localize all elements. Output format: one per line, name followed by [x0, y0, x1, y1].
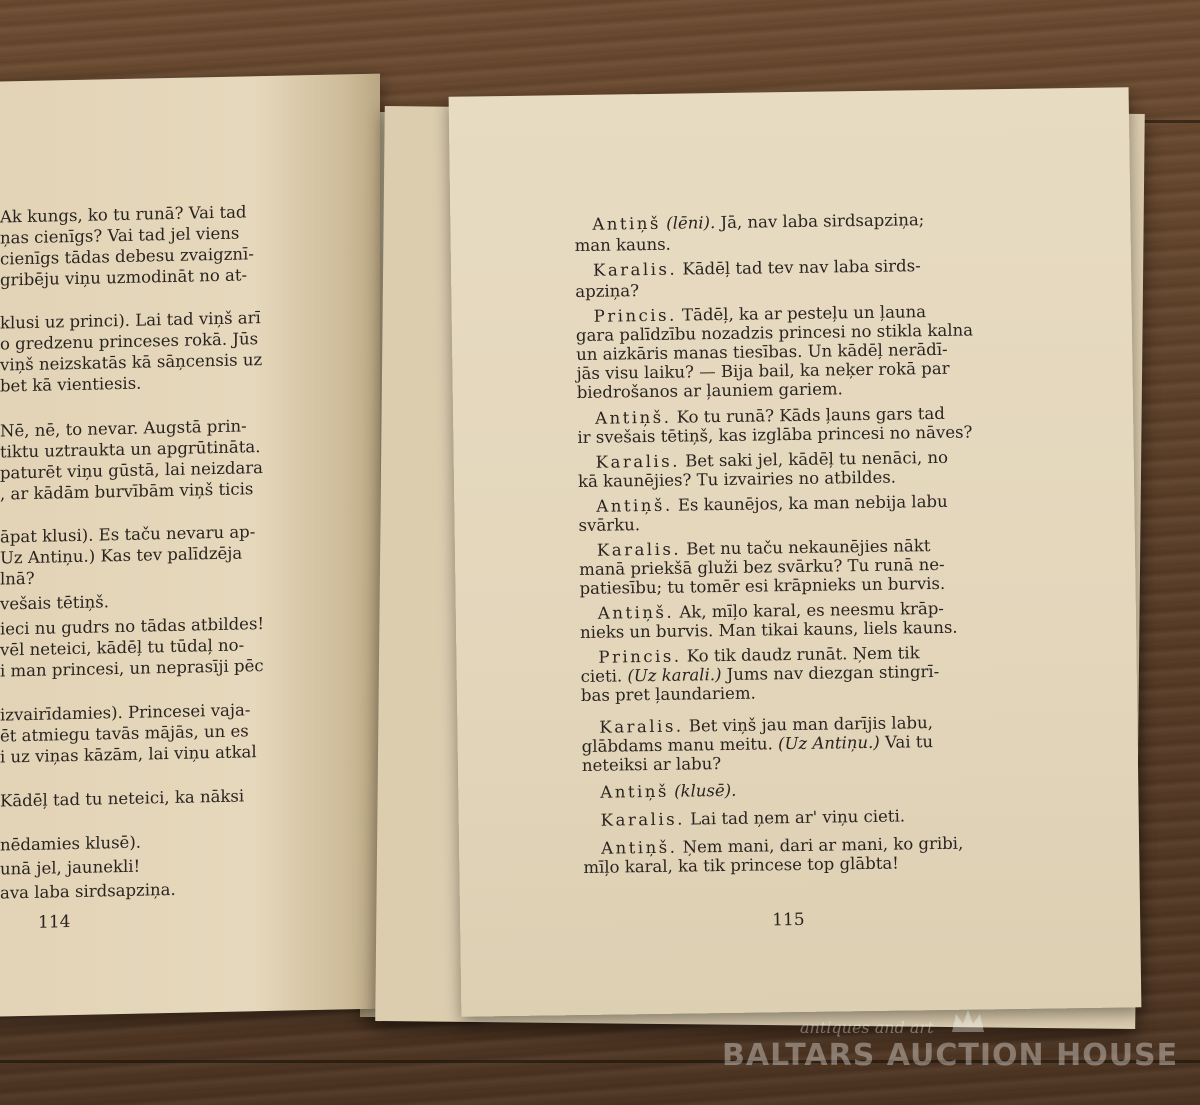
line-text: Jā, nav laba sirdsapziņa; — [715, 210, 925, 233]
right-text-line — [581, 684, 756, 705]
line-text: biedrošanos ar ļauniem gariem. — [576, 379, 843, 403]
speaker-name: Karalis. — [599, 716, 684, 737]
left-text-line: unā jel, jaunekli! — [0, 856, 141, 879]
line-text: patiesību; tu tomēr esi krāpnieks un burvis. — [579, 573, 946, 599]
line-text: Ak, mīļo karal, es neesmu krāp- — [673, 598, 945, 622]
stage-direction: (lēni). — [666, 213, 716, 233]
line-text: Bet nu taču nekaunējies nākt — [680, 536, 931, 559]
left-text-line: tiktu uztraukta un apgrūtināta. — [0, 437, 261, 462]
right-text-line — [601, 806, 906, 829]
speaker-name: Karalis. — [592, 259, 678, 280]
left-text-line: vešais tētiņš. — [0, 592, 110, 614]
watermark-title: BALTARS AUCTION HOUSE — [722, 1038, 1179, 1073]
line-tail: Vai tu — [879, 732, 934, 752]
line-text: Lai tad ņem ar' viņu cieti. — [684, 806, 906, 829]
right-text-line — [578, 515, 640, 535]
left-text-line: bet kā vientiesis. — [0, 373, 142, 396]
speaker-name: Antiņš — [592, 213, 662, 234]
left-text-line: āpat klusi). Es taču nevaru ap- — [0, 522, 256, 547]
right-text-line — [582, 754, 721, 775]
line-text: manā priekšā gluži bez svārku? Tu runā ne- — [579, 554, 945, 580]
right-text-line — [593, 256, 921, 280]
left-text-line: i man princesi, un neprasīji pēc — [0, 656, 264, 681]
line-text: cieti. — [580, 666, 628, 687]
right-text-line — [600, 781, 736, 802]
right-text-line — [583, 854, 899, 877]
line-text: Ko tik daudz runāt. Ņem tik — [681, 643, 920, 666]
left-text-line: ēt atmiegu tavās mājās, un es — [0, 721, 249, 746]
speaker-name: Karalis. — [600, 809, 686, 830]
right-text-line — [596, 492, 948, 516]
left-text-line: o gredzenu princeses rokā. Jūs — [0, 329, 259, 354]
line-text: Es kaunējos, ka man nebija labu — [672, 491, 948, 515]
left-book-page — [0, 74, 380, 1018]
crown-icon — [948, 1006, 988, 1036]
left-text-line: ieci nu gudrs no tādas atbildes! — [0, 614, 265, 639]
speaker-name: Antiņš. — [597, 602, 675, 623]
speaker-name: Antiņš. — [594, 407, 672, 428]
line-text: un aizkāris manas tiesības. Un kādēļ nerādī- — [576, 339, 948, 365]
right-text-line — [601, 834, 963, 858]
watermark-subtitle: antiques and art — [800, 1018, 934, 1037]
right-text-line — [582, 732, 934, 756]
speaker-name: Princis. — [593, 305, 677, 326]
left-text-line: vēl neteici, kādēļ tu tūdaļ no- — [0, 635, 245, 660]
left-page-number: 114 — [38, 912, 71, 933]
right-text-line — [592, 210, 924, 234]
left-text-line: ava laba sirdsapziņa. — [0, 879, 176, 903]
right-text-line — [576, 359, 949, 383]
line-text: gara palīdzību nozadzis princesi no stikla kalna — [575, 320, 974, 346]
left-text-line: Uz Antiņu.) Kas tev palīdzēja — [0, 543, 243, 568]
left-page-text — [0, 74, 380, 903]
left-text-line: i uz viņas kāzām, lai viņu atkal — [0, 742, 257, 767]
left-text-line: izvairīdamies). Princesei vaja- — [0, 700, 251, 725]
line-text: Ko tu runā? Kāds ļauns gars tad — [671, 403, 945, 427]
stage-direction: (Uz Antiņu.) — [777, 732, 880, 754]
right-book-page — [449, 87, 1142, 1016]
right-page-number: 115 — [772, 909, 805, 931]
line-text: Kādēļ tad tev nav laba sirds- — [677, 256, 921, 279]
line-text: man kauns. — [574, 234, 671, 256]
line-text: neteiksi ar labu? — [581, 754, 722, 775]
line-text: svārku. — [578, 515, 641, 536]
right-text-line — [575, 281, 639, 301]
line-tail: Jums nav diezgan stingrī- — [721, 661, 940, 685]
right-text-line — [579, 574, 945, 598]
left-text-line: gribēju viņu uzmodināt no at- — [0, 265, 248, 290]
left-text-line: , ar kādām burvībām viņš ticis — [0, 479, 254, 504]
right-text-line — [575, 235, 671, 255]
line-text: apziņa? — [575, 281, 640, 302]
line-text: mīļo karal, ka tik princese top glābta! — [583, 853, 899, 877]
left-text-line: Nē, nē, to nevar. Augstā prin- — [0, 416, 247, 441]
left-text-line: Ak kungs, ko tu runā? Vai tad — [0, 202, 247, 227]
left-text-line: klusi uz princi). Lai tad viņš arī — [0, 308, 261, 333]
speaker-name: Antiņš. — [600, 837, 678, 858]
line-text: kā kaunējies? Tu izvairies no atbildes. — [577, 467, 897, 492]
stage-direction: (klusē). — [673, 780, 737, 801]
right-text-line — [577, 423, 972, 448]
speaker-name: Karalis. — [595, 451, 681, 472]
left-text-line: ņas cienīgs? Vai tad jel viens — [0, 223, 240, 248]
line-text: Tādēļ, ka ar pesteļu un ļauna — [676, 302, 927, 325]
left-text-line: nēdamies klusē). — [0, 832, 142, 855]
left-text-line: paturēt viņu gūstā, lai neizdara — [0, 458, 264, 483]
line-text: Bet saki jel, kādēļ tu nenāci, no — [679, 447, 949, 471]
line-text: Bet viņš jau man darījis labu, — [683, 713, 934, 736]
line-text: jās visu laiku? — Bija bail, ka neķer rokā par — [576, 358, 950, 384]
speaker-name: Princis. — [598, 646, 682, 667]
line-text: glābdams manu meitu. — [581, 734, 779, 756]
left-text-line: Kādēļ tad tu neteici, ka nāksi — [0, 786, 245, 811]
right-text-line — [578, 468, 896, 491]
left-text-line: viņš neizskatās kā sāņcensis uz — [0, 350, 263, 375]
line-text: Ņem mani, dari ar mani, ko gribi, — [677, 833, 964, 857]
speaker-name: Karalis. — [596, 539, 682, 560]
line-text: bas pret ļaundariem. — [580, 683, 756, 706]
right-text-line — [581, 662, 940, 686]
line-text: ir svešais tētiņš, kas izglāba princesi no nāves? — [577, 422, 973, 448]
right-text-line — [580, 618, 958, 642]
speaker-name: Antiņš — [600, 781, 670, 802]
right-text-line — [577, 379, 843, 402]
left-text-line: lnā? — [0, 568, 35, 589]
left-text-line: cienīgs tādas debesu zvaigznī- — [0, 244, 254, 269]
right-page-text — [449, 87, 1129, 877]
line-text: nieks un burvis. Man tikai kauns, liels kauns. — [579, 617, 958, 643]
speaker-name: Antiņš. — [596, 495, 673, 516]
stage-direction: (Uz karali.) — [627, 665, 722, 686]
